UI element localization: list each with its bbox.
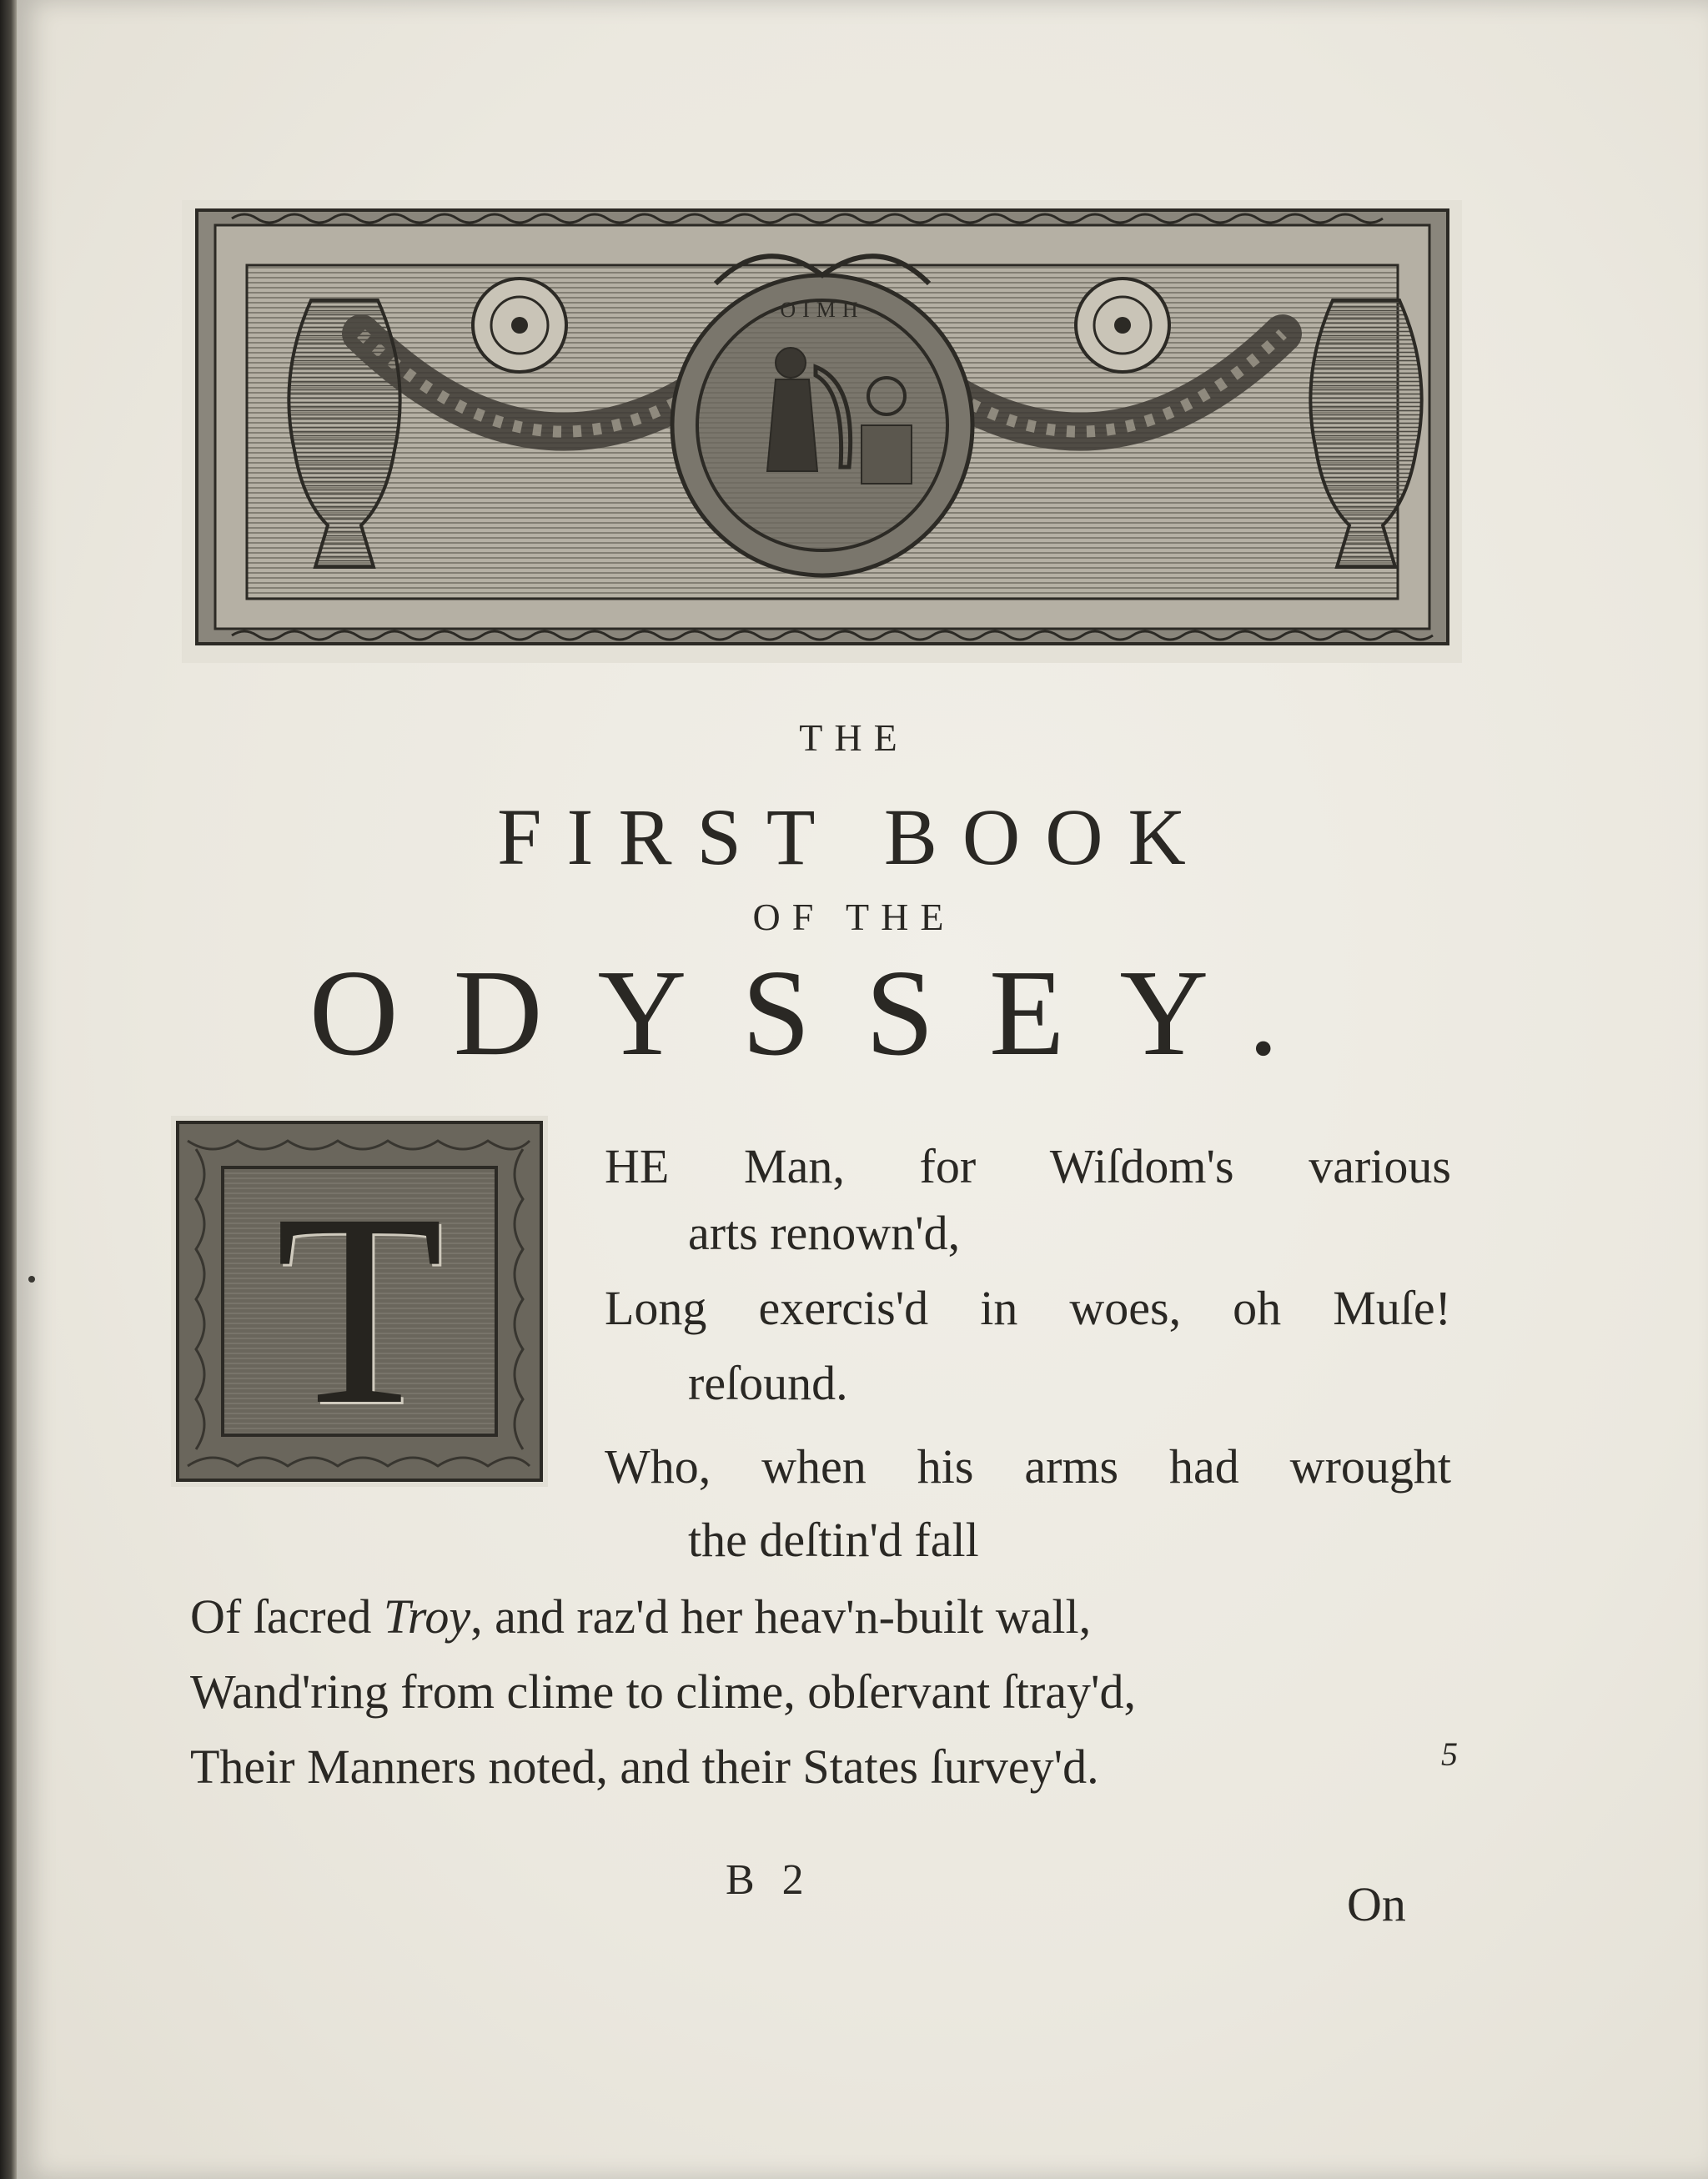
decorated-initial: [171, 1116, 548, 1487]
verse-line-4-troy: Troy: [383, 1589, 471, 1644]
verse-line-1-turnover: arts renown'd,: [688, 1206, 961, 1260]
title-of-the: OF THE: [752, 896, 956, 938]
initial-letter-t: T: [275, 1157, 444, 1462]
catchword: On: [1347, 1877, 1406, 1931]
line-number-5: 5: [1441, 1735, 1458, 1773]
verse-line-3-turnover: the deſtin'd fall: [688, 1513, 979, 1567]
verse-line-4-post: , and raz'd her heav'n-built wall,: [470, 1589, 1092, 1644]
verse-line-1: HE Man, for Wiſdom's various: [605, 1139, 1451, 1193]
medallion-inscription: OIMH: [780, 298, 865, 322]
verse-line-3: Who, when his arms had wrought: [605, 1439, 1451, 1494]
verse-line-5: Wand'ring from clime to clime, obſervant ſtray'd,: [190, 1664, 1137, 1719]
verse-line-4: [190, 1589, 1091, 1644]
verse-line-6: Their Manners noted, and their States ſurvey'd.: [190, 1740, 1099, 1794]
book-gutter: [0, 0, 18, 2179]
signature-mark: B 2: [726, 1856, 812, 1904]
title-the: THE: [799, 716, 909, 759]
book-page: [17, 0, 1708, 2179]
verse-line-2-turnover: reſound.: [688, 1356, 848, 1410]
verse-line-4-pre: Of ſacred: [190, 1589, 384, 1644]
title-odyssey: ODYSSEY.: [309, 945, 1334, 1082]
paper-speck: [28, 1276, 35, 1283]
title-first-book: FIRST BOOK: [497, 792, 1211, 881]
verse-line-2: Long exercis'd in woes, oh Muſe!: [605, 1281, 1451, 1335]
engraved-headpiece: [182, 200, 1462, 663]
